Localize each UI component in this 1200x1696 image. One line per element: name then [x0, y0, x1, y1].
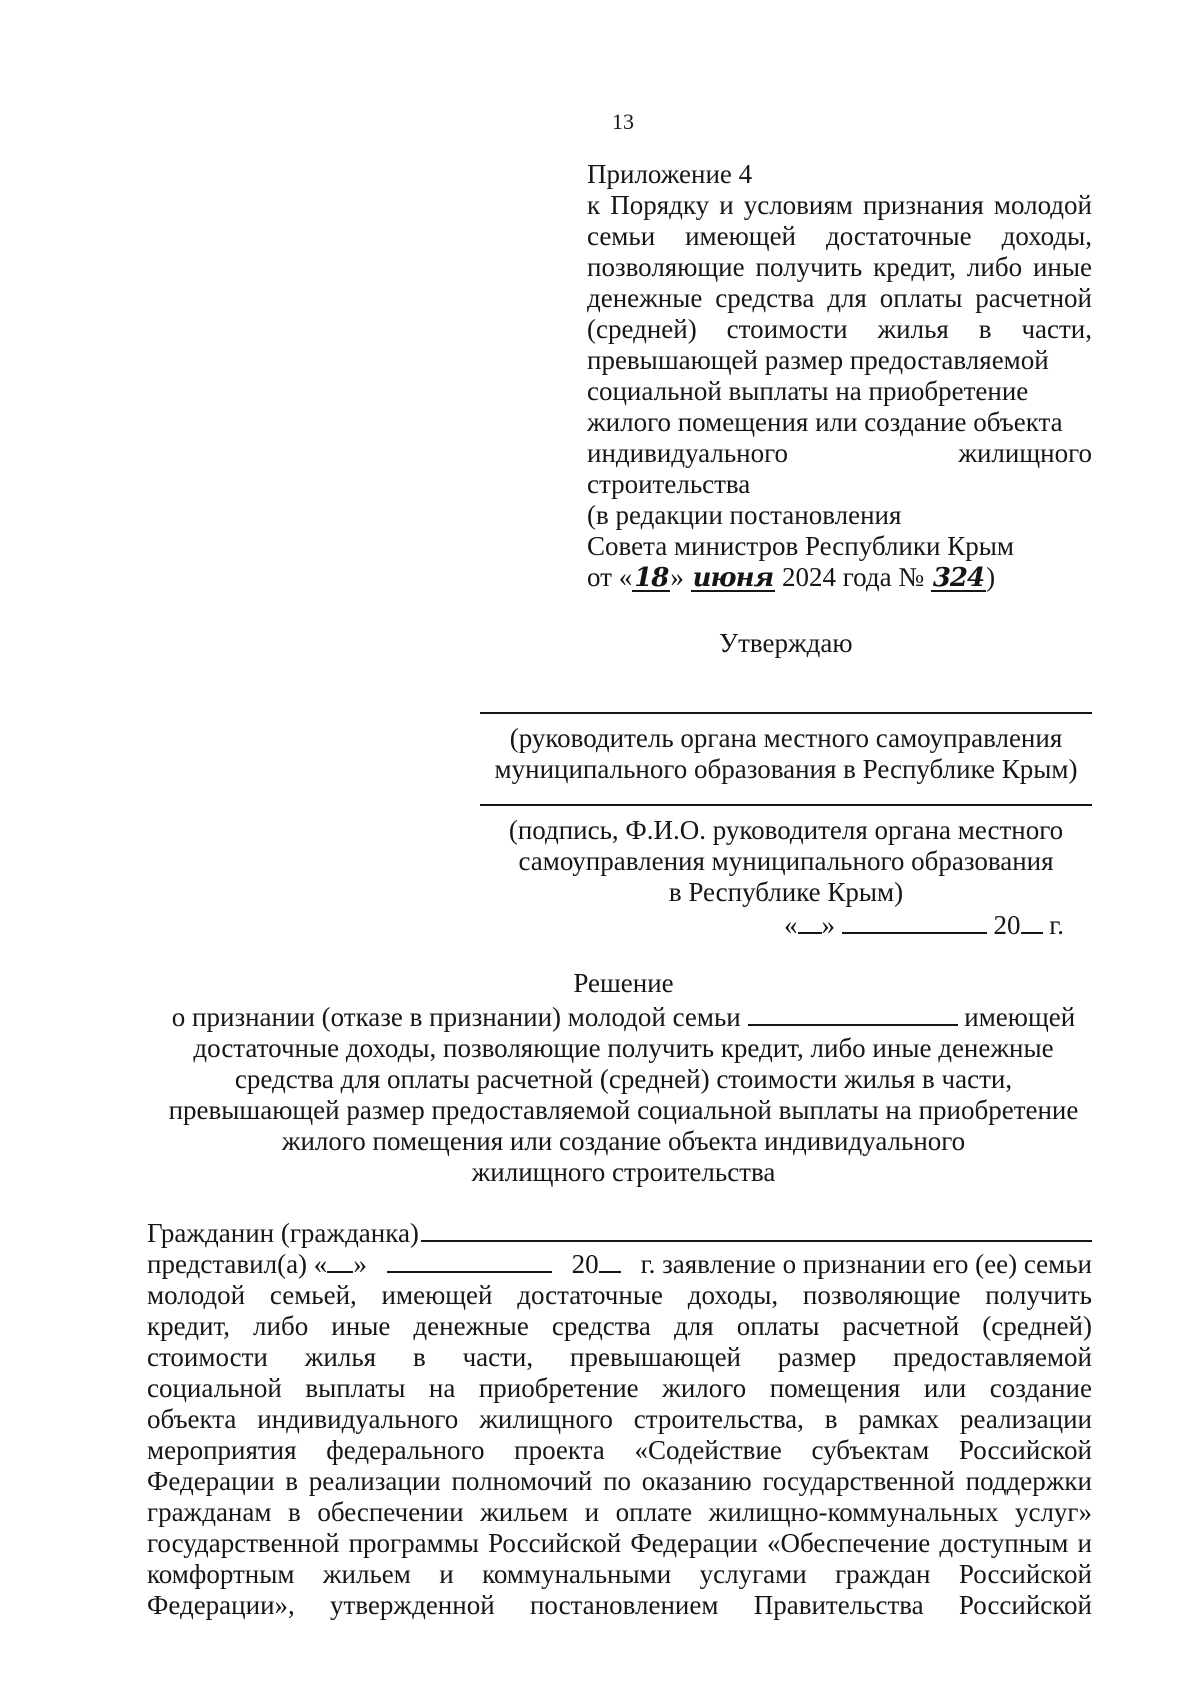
- appendix-line: денежные средства для оплаты расчетной: [587, 283, 1092, 313]
- citizen-line: [147, 1218, 1092, 1249]
- decision-line-end: имеющей: [964, 1002, 1076, 1032]
- submitted-prefix: представил(а) «: [147, 1249, 328, 1279]
- body-line: объекта индивидуального жилищного строительства, в рамках реализации: [147, 1404, 1092, 1434]
- decision-line: превышающей размер предоставляемой социальной выплаты на приобретение: [168, 1095, 1079, 1125]
- decision-line: [155, 1002, 1092, 1033]
- body-line: Федерации», утвержденной постановлением Правительства Российской: [147, 1590, 1092, 1620]
- body-line: государственной программы Российской Федерации «Обеспечение доступным и: [147, 1528, 1092, 1558]
- handwritten-month: июня: [692, 563, 774, 593]
- appendix-line: позволяющие получить кредит, либо иные: [587, 252, 1092, 282]
- month-blank: [387, 1249, 552, 1273]
- citizen-label: Гражданин (гражданка): [147, 1218, 419, 1248]
- submitted-rest: г. заявление о признании его (ее) семьи: [640, 1249, 1092, 1279]
- blank-line: [480, 712, 1092, 714]
- head-caption-line: (руководитель органа местного самоуправления: [509, 723, 1063, 753]
- head-caption-line: муниципального образования в Республике Крым): [494, 754, 1078, 784]
- year-blank: [599, 1249, 621, 1273]
- appendix-line: Совета министров Республики Крым: [587, 531, 1014, 561]
- year-blank: [1021, 910, 1043, 934]
- date-open: «: [784, 910, 798, 940]
- appendix-line: превышающей размер предоставляемой: [587, 345, 1049, 375]
- appendix-line: Приложение 4: [587, 159, 753, 189]
- submitted-line: [147, 1249, 1092, 1280]
- handwritten-day: 18: [634, 563, 669, 593]
- family-name-blank: [748, 1002, 958, 1026]
- citizen-name-blank: [421, 1218, 1092, 1242]
- body-line: гражданам в обеспечении жильем и оплате жилищно-коммунальных услуг»: [147, 1497, 1092, 1527]
- body-line: комфортным жильем и коммунальными услугами граждан Российской: [147, 1559, 1092, 1589]
- body-line: мероприятия федерального проекта «Содействие субъектам Российской: [147, 1435, 1092, 1465]
- decision-line: достаточные доходы, позволяющие получить кредит, либо иные денежные: [193, 1033, 1054, 1063]
- head-of-authority-block: [480, 712, 1092, 785]
- appendix-line: (средней) стоимости жилья в части,: [587, 314, 1092, 344]
- handwritten-number: 324: [932, 563, 985, 593]
- signature-caption-line: самоуправления муниципального образования: [518, 846, 1054, 876]
- body-line: Федерации в реализации полномочий по оказанию государственной поддержки: [147, 1466, 1092, 1496]
- body-line: социальной выплаты на приобретение жилого помещения или создание: [147, 1373, 1092, 1403]
- appendix-line: социальной выплаты на приобретение: [587, 376, 1029, 406]
- submitted-mid: »: [353, 1249, 367, 1279]
- signature-caption-line: в Республике Крым): [668, 877, 904, 907]
- date-suffix: г.: [1049, 910, 1065, 940]
- decision-line: средства для оплаты расчетной (средней) стоимости жилья в части,: [234, 1064, 1013, 1094]
- appendix-line: семьи имеющей достаточные доходы,: [587, 221, 1092, 251]
- decision-line: жилого помещения или создание объекта индивидуального: [281, 1126, 966, 1156]
- date-prefix: от «: [587, 562, 633, 592]
- decision-heading: [155, 968, 1092, 1188]
- signature-blank-line: [480, 804, 1092, 806]
- appendix-line: (в редакции постановления: [587, 500, 902, 530]
- submitted-year: 20: [571, 1249, 599, 1279]
- approval-date-line: [784, 910, 1064, 941]
- day-blank: [327, 1249, 353, 1273]
- body-paragraph: [147, 1218, 1092, 1621]
- day-blank: [798, 910, 822, 934]
- closing-paren: ): [986, 562, 996, 592]
- appendix-line: индивидуального жилищного: [587, 438, 1092, 468]
- decision-title: Решение: [573, 968, 674, 998]
- year-text: 2024 года №: [781, 562, 925, 592]
- date-year: 20: [993, 910, 1021, 940]
- body-line: стоимости жилья в части, превышающей размер предоставляемой: [147, 1342, 1092, 1372]
- resolution-date-line: [587, 562, 1092, 593]
- body-line: кредит, либо иные денежные средства для оплаты расчетной (средней): [147, 1311, 1092, 1341]
- appendix-header: [587, 159, 1092, 593]
- approval-heading: Утверждаю: [719, 628, 853, 658]
- date-mid: »: [821, 910, 835, 940]
- appendix-line: к Порядку и условиям признания молодой: [587, 190, 1092, 220]
- day-suffix: »: [670, 562, 684, 592]
- month-blank: [842, 910, 987, 934]
- body-line: молодой семьей, имеющей достаточные доходы, позволяющие получить: [147, 1280, 1092, 1310]
- page-number: 13: [612, 109, 634, 134]
- signature-block: [480, 804, 1092, 908]
- decision-line-start: о признании (отказе в признании) молодой семьи: [171, 1002, 741, 1032]
- signature-caption-line: (подпись, Ф.И.О. руководителя органа местного: [508, 815, 1064, 845]
- appendix-line: жилого помещения или создание объекта: [587, 407, 1063, 437]
- decision-line: жилищного строительства: [471, 1157, 776, 1187]
- appendix-line: строительства: [587, 469, 751, 499]
